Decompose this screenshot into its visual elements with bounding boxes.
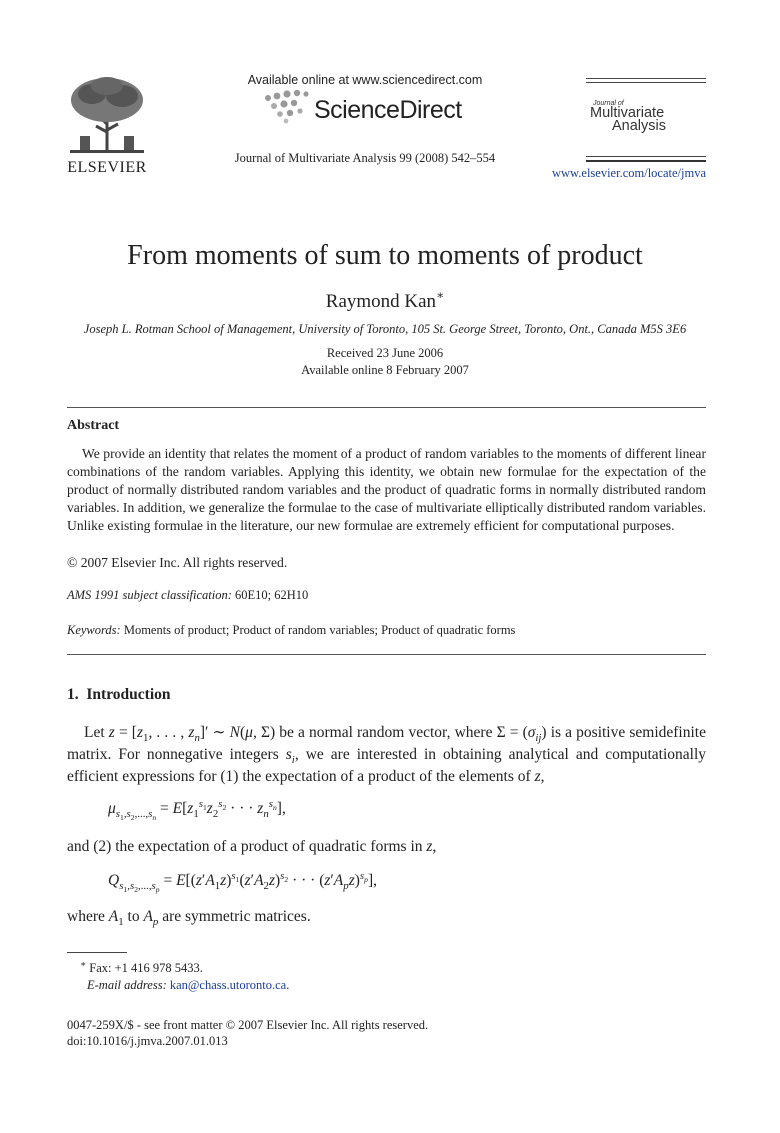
author-line — [60, 288, 710, 313]
keywords-value: Moments of product; Product of random variables; Product of quadratic forms — [123, 623, 516, 637]
equation-mu: $\mu_{s_1,s_2,...,s_n} = E[z_1^{s_1}z_2^{s_2}$ · · · $z_n^{s_n}$], — [108, 797, 286, 823]
where-text: where — [67, 908, 105, 925]
affiliation: Joseph L. Rotman School of Management, University of Toronto, 105 St. George Street, Toronto, Ont., Canada M5S 3E6 — [83, 322, 687, 336]
journal-url-link[interactable]: www.elsevier.com/locate/jmva — [552, 166, 706, 180]
sciencedirect-logo — [262, 88, 492, 128]
and2-line: and (2) the expectation of a product of quadratic forms in z, — [67, 838, 437, 855]
fax-text: Fax: +1 416 978 5433. — [89, 961, 203, 975]
sciencedirect-wordmark: ScienceDirect — [314, 96, 462, 124]
are-sym-text: are symmetric matrices. — [162, 908, 311, 925]
abstract-heading: Abstract — [67, 418, 120, 433]
intro-text-b: is a positive semidefinite matrix. For nonnegative integers — [67, 724, 706, 763]
intro-text-a: be a normal random vector, where — [279, 724, 493, 741]
available-online-text: Available online at www.sciencedirect.com — [247, 73, 483, 87]
received-date: Received 23 June 2006 — [326, 346, 444, 360]
article-title: From moments of sum to moments of product — [127, 240, 643, 271]
journal-logo-line3: Analysis — [612, 118, 666, 134]
available-date: Available online 8 February 2007 — [301, 363, 469, 377]
publisher-name: ELSEVIER — [67, 159, 147, 176]
footnote-email: E-mail address: kan@chass.utoronto.ca. — [87, 978, 290, 992]
ams-value: 60E10; 62H10 — [235, 588, 309, 602]
elsevier-logo — [66, 74, 148, 176]
footnote-fax: ∗ Fax: +1 416 978 5433. — [80, 958, 203, 975]
author-name: Raymond Kan — [325, 291, 437, 312]
sciencedirect-dots-icon — [262, 88, 314, 126]
email-label: E-mail address: — [87, 978, 167, 992]
abstract-text: We provide an identity that relates the moment of a product of random variables to the moments of different linear combinations of the random variables. Applying this identity, we obtain new formulae for the expectation of the product of normally distributed random variables and the product of quadratic forms in normally distributed random variables. In addition, we generalize the formulae to the case of multivariate elliptically distributed random variables. Unlike existing formulae in the literature, our new formulae are extremely efficient for computational purposes. — [67, 446, 706, 533]
keywords — [67, 623, 515, 638]
intro-let: Let — [84, 724, 105, 741]
and2-text: and (2) the expectation of a product of quadratic forms in — [67, 838, 423, 855]
author-footnote-mark[interactable]: ∗ — [436, 288, 445, 302]
intro-text-c: , we are interested in obtaining analytical and computationally efficient expressions for (1) the expectation of a product of the elements of — [67, 746, 707, 785]
abstract-copyright: © 2007 Elsevier Inc. All rights reserved. — [67, 555, 288, 570]
equation-q: $Q_{s_1,s_2,...,s_p} = E[(z'A_1z)^{s_1}(z'A_2z)^{s_2}$ · · · $(z'A_pz)^{s_p}$], — [108, 869, 377, 895]
journal-logo-line2: Multivariate — [590, 105, 665, 121]
journal-logo-line1: Journal of — [593, 100, 624, 107]
doi-line[interactable]: doi:10.1016/j.jmva.2007.01.013 — [67, 1034, 228, 1048]
to-text: to — [127, 908, 140, 925]
intro-paragraph: Let $z = [z_1$, . . . , $z_n]'$ ∼ N(μ, Σ) be a normal random vector, where $\Sigma = (\sigma_{ij})$ is a positive semidefinite matrix. For nonnegative integers $s_i$, we are interested in obtaining analytical and computationally efficient expressions for (1) the expectation of a product of the elements of z, — [67, 724, 707, 785]
keywords-label: Keywords: — [67, 623, 121, 637]
ams-classification — [67, 588, 308, 603]
issn-line: 0047-259X/$ - see front matter © 2007 Elsevier Inc. All rights reserved. — [67, 1018, 429, 1032]
section-heading: 1. Introduction — [67, 686, 171, 703]
ams-label: AMS 1991 subject classification: — [67, 588, 232, 602]
where-line: where $A_1$ to $A_p$ are symmetric matrices. — [67, 908, 311, 929]
journal-citation: Journal of Multivariate Analysis 99 (2008) 542–554 — [234, 151, 496, 165]
email-link[interactable]: kan@chass.utoronto.ca — [169, 978, 287, 992]
journal-logo — [590, 100, 706, 133]
elsevier-tree-icon — [66, 74, 148, 154]
